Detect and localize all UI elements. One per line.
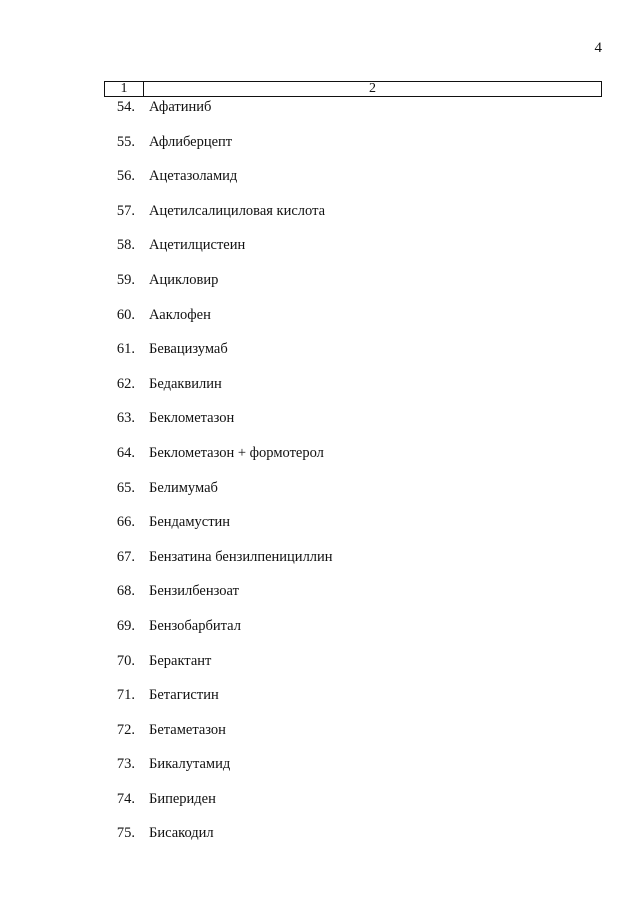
list-item	[104, 409, 333, 444]
list-item	[104, 513, 333, 548]
list-item	[104, 98, 333, 133]
item-name: Беклометазон	[149, 410, 235, 427]
list-item	[104, 236, 333, 271]
list-item	[104, 340, 333, 375]
list-item	[104, 133, 333, 168]
item-number: 74.	[116, 790, 135, 807]
drug-list	[104, 98, 333, 859]
list-item	[104, 617, 333, 652]
list-item	[104, 721, 333, 756]
item-name: Бевацизумаб	[149, 341, 228, 358]
item-number: 73.	[116, 756, 135, 773]
item-number: 65.	[116, 479, 135, 496]
item-number: 68.	[116, 583, 135, 600]
item-name: Берактант	[149, 652, 212, 669]
item-name: Бензатина бензилпенициллин	[149, 548, 333, 565]
item-name: Бисакодил	[149, 825, 214, 842]
table-header-col-1: 1	[105, 82, 144, 96]
item-name: Беклометазон + формотерол	[149, 444, 324, 461]
list-item	[104, 790, 333, 825]
item-number: 54.	[116, 99, 135, 115]
item-name: Ацикловир	[149, 271, 219, 288]
item-name: Белимумаб	[149, 479, 218, 496]
item-name: Бендамустин	[149, 514, 231, 531]
item-number: 69.	[116, 617, 135, 634]
table-header-col-2: 2	[369, 81, 376, 96]
list-item	[104, 582, 333, 617]
item-number: 64.	[116, 444, 135, 461]
item-name: Бензилбензоат	[149, 583, 239, 600]
item-name: Ацетилсалициловая кислота	[149, 202, 326, 219]
list-item	[104, 202, 333, 237]
item-name: Бетаметазон	[149, 721, 226, 738]
item-number: 59.	[116, 271, 135, 288]
item-number: 72.	[116, 721, 135, 738]
item-number: 61.	[116, 341, 135, 358]
item-number: 56.	[116, 168, 135, 185]
page-number: 4	[594, 40, 602, 56]
item-name: Ацетилцистеин	[149, 237, 246, 254]
list-item	[104, 755, 333, 790]
list-item	[104, 271, 333, 306]
item-number: 58.	[116, 237, 135, 254]
item-number: 55.	[116, 133, 135, 150]
item-name: Афлиберцепт	[149, 133, 233, 150]
item-name: Ацетазоламид	[149, 168, 238, 185]
list-item	[104, 548, 333, 583]
list-item	[104, 652, 333, 687]
item-number: 75.	[116, 825, 135, 842]
item-number: 62.	[116, 375, 135, 392]
list-item	[104, 306, 333, 341]
item-name: Бензобарбитал	[149, 617, 241, 634]
item-name: Афатиниб	[149, 99, 212, 115]
item-number: 67.	[116, 548, 135, 565]
list-item	[104, 824, 333, 859]
item-name: Бипериден	[149, 790, 216, 807]
item-number: 57.	[116, 202, 135, 219]
item-name: Ааклофен	[149, 306, 211, 323]
item-number: 63.	[116, 410, 135, 427]
item-name: Бедаквилин	[149, 375, 222, 392]
list-item	[104, 479, 333, 514]
item-name: Бетагистин	[149, 687, 219, 704]
list-item	[104, 686, 333, 721]
item-number: 60.	[116, 306, 135, 323]
item-number: 70.	[116, 652, 135, 669]
table-header	[104, 81, 602, 97]
item-name: Бикалутамид	[149, 756, 231, 773]
list-item	[104, 375, 333, 410]
item-number: 66.	[116, 514, 135, 531]
item-number: 71.	[116, 687, 135, 704]
list-item	[104, 444, 333, 479]
list-item	[104, 167, 333, 202]
